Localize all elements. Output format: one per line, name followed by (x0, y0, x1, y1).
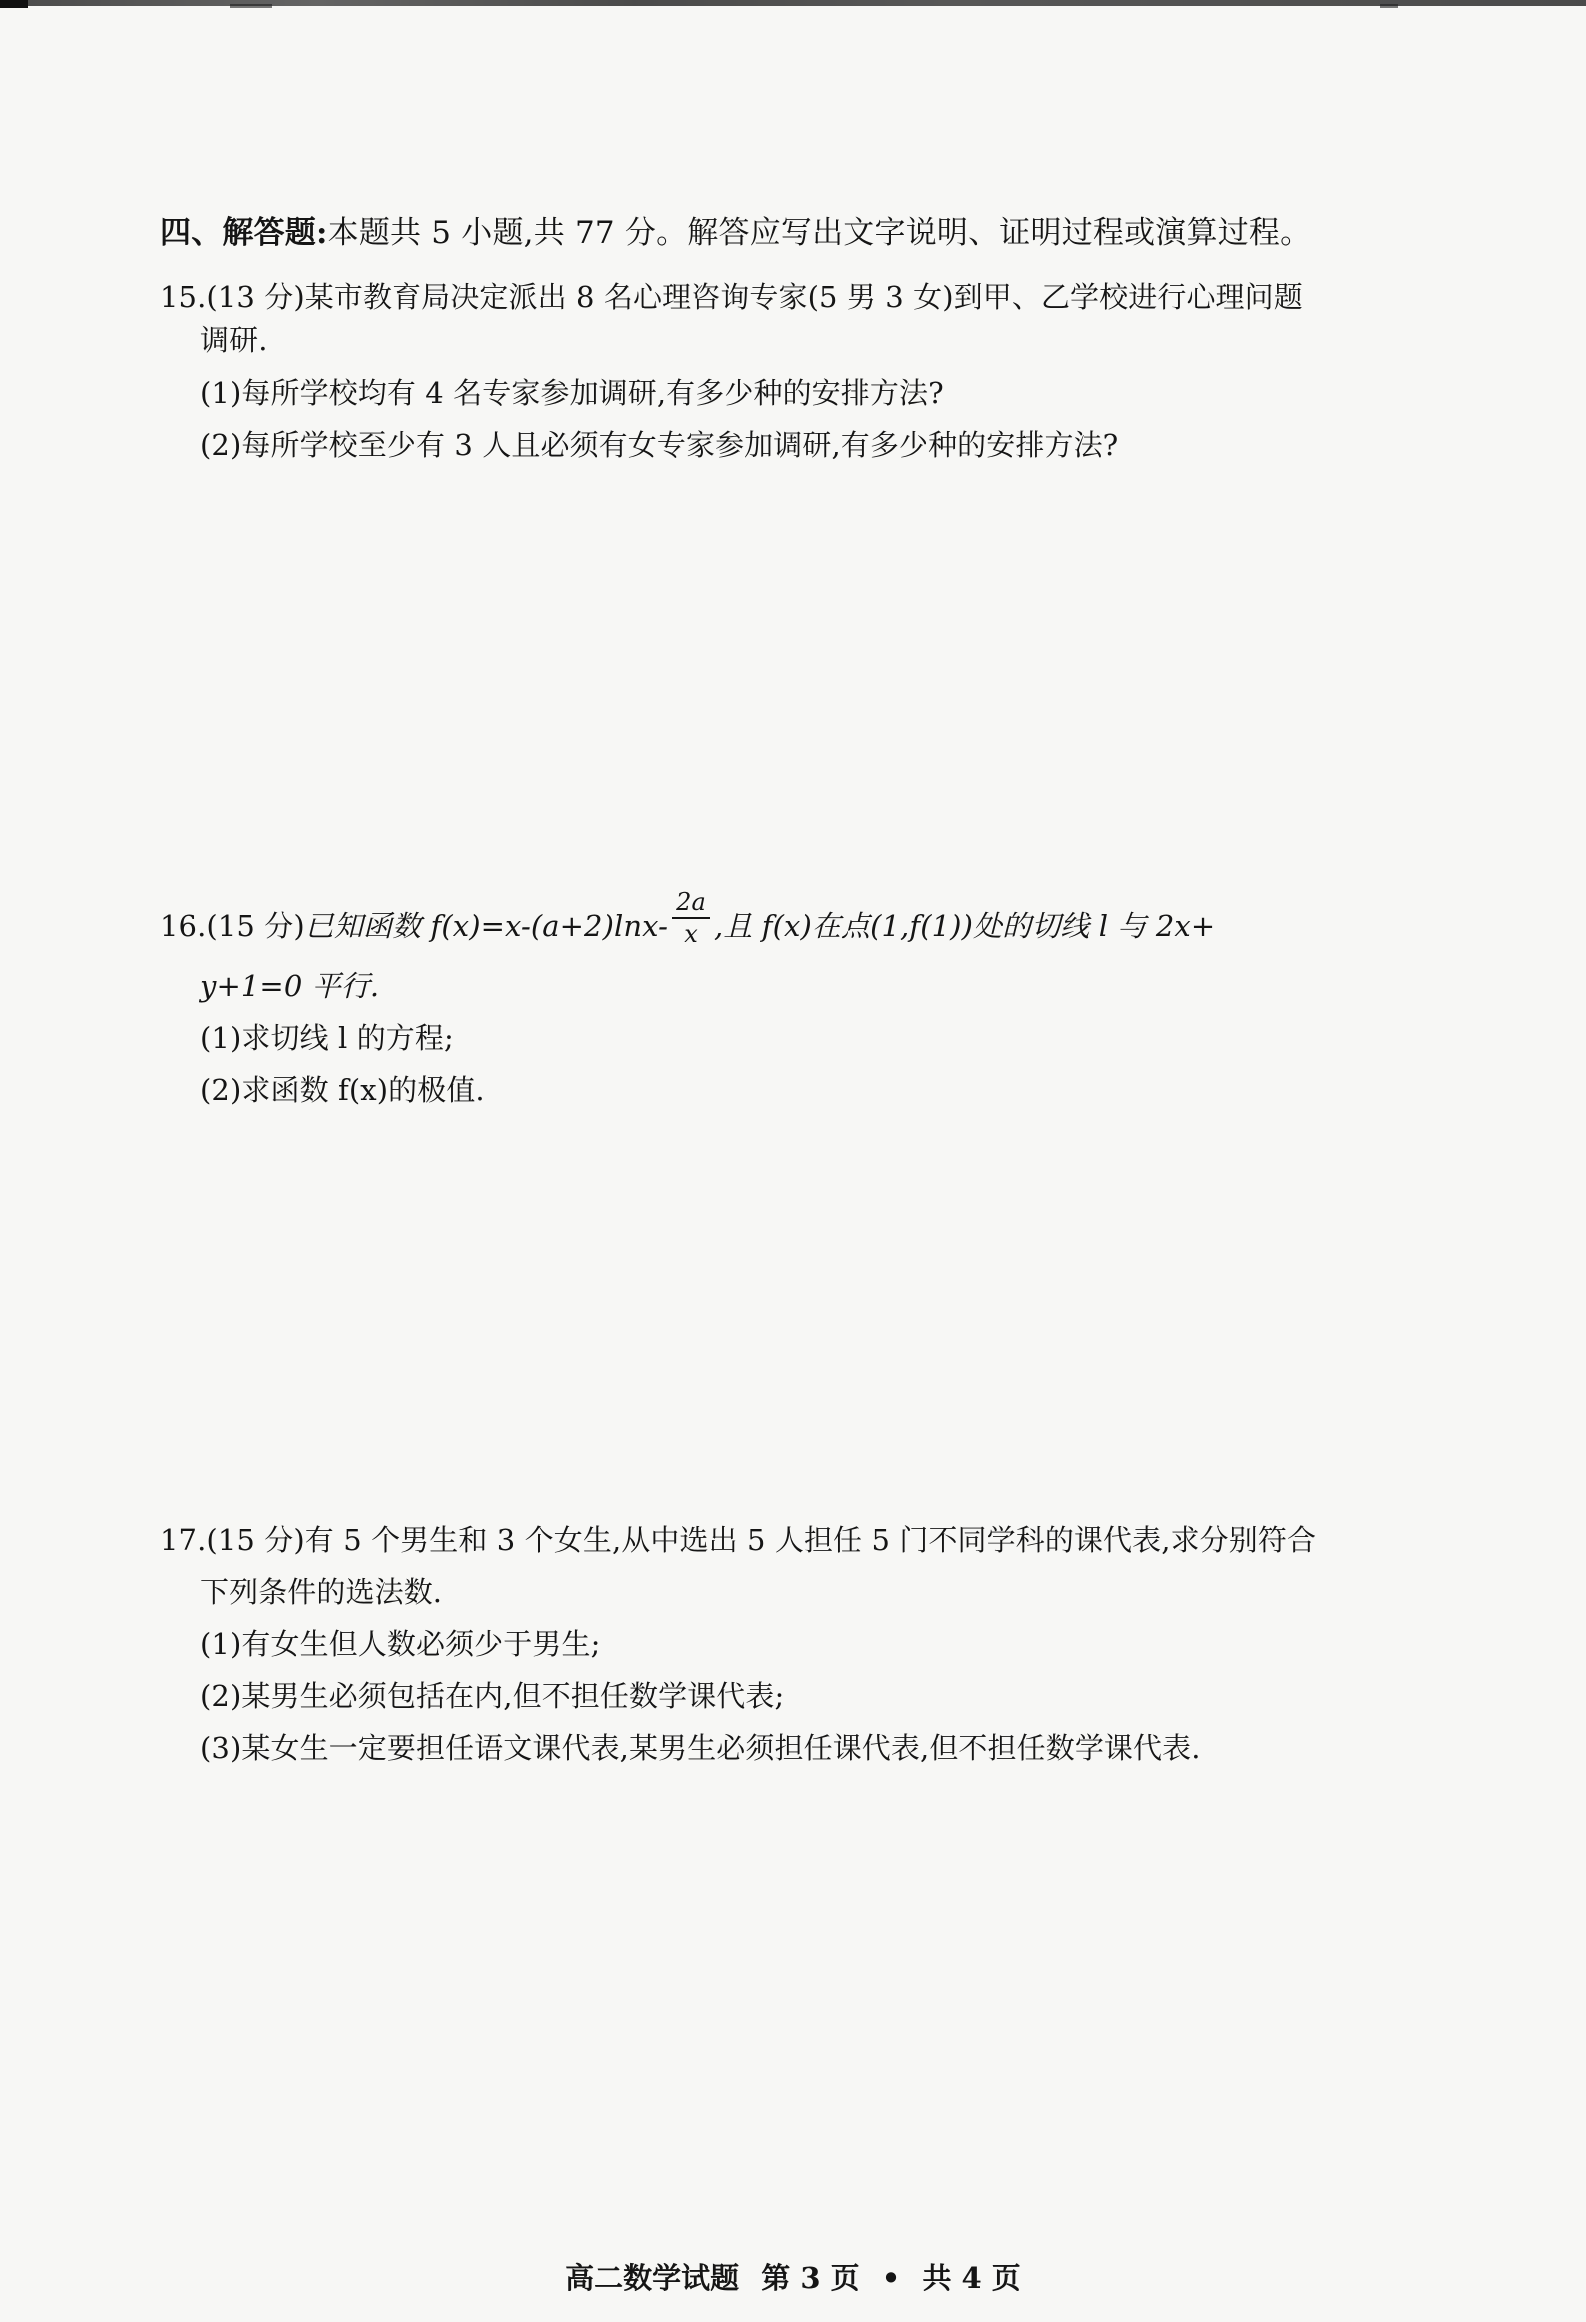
question-16-line1 (160, 888, 1216, 956)
question-17-line1 (160, 1520, 1316, 1560)
section-title: 四、解答题: (160, 215, 328, 251)
question-17-stem: 有 5 个男生和 3 个女生,从中选出 5 人担任 5 门不同学科的课代表,求分别符合 (304, 1523, 1317, 1557)
question-15-stem: 某市教育局决定派出 8 名心理咨询专家(5 男 3 女)到甲、乙学校进行心理问题 (304, 280, 1303, 314)
scan-left-mark (0, 0, 28, 8)
question-17-subpart-2: (2)某男生必须包括在内,但不担任数学课代表; (200, 1679, 785, 1713)
question-15-subpart-2: (2)每所学校至少有 3 人且必须有女专家参加调研,有多少种的安排方法? (200, 428, 1119, 462)
fraction-denominator: x (684, 920, 698, 948)
question-16-fraction (672, 890, 710, 946)
question-16-stem-before: 已知函数 f(x)=x-(a+2)lnx- (304, 909, 669, 943)
fraction-numerator: 2a (676, 888, 706, 916)
question-16-stem-after: ,且 f(x)在点(1,f(1))处的切线 l 与 2x+ (714, 909, 1216, 943)
question-17-subpart-1: (1)有女生但人数必须少于男生; (200, 1627, 601, 1661)
question-15-number: 15. (160, 280, 207, 314)
page-footer (0, 2258, 1586, 2298)
question-16-number: 16. (160, 909, 207, 943)
question-16-subpart-1: (1)求切线 l 的方程; (200, 1021, 454, 1055)
question-15-line2: 调研. (200, 323, 268, 357)
question-15-line1 (160, 277, 1303, 317)
question-16-subpart-2: (2)求函数 f(x)的极值. (200, 1073, 485, 1107)
footer-separator: • (881, 2261, 901, 2295)
question-16-line2: y+1=0 平行. (200, 969, 380, 1003)
footer-page-number: 第 3 页 (761, 2261, 860, 2295)
fraction-bar (672, 917, 710, 919)
question-15-subpart-1: (1)每所学校均有 4 名专家参加调研,有多少种的安排方法? (200, 376, 944, 410)
section-instructions: 本题共 5 小题,共 77 分。解答应写出文字说明、证明过程或演算过程。 (327, 215, 1312, 251)
scan-mark (230, 4, 272, 8)
question-17-score: (15 分) (206, 1523, 305, 1557)
question-15-score: (13 分) (206, 280, 305, 314)
question-16-score: (15 分) (206, 909, 305, 943)
footer-total-pages: 共 4 页 (922, 2261, 1021, 2295)
question-17-line2: 下列条件的选法数. (200, 1575, 443, 1609)
question-17-subpart-3: (3)某女生一定要担任语文课代表,某男生必须担任课代表,但不担任数学课代表. (200, 1731, 1201, 1765)
footer-course: 高二数学试题 (565, 2261, 740, 2295)
section-heading (160, 213, 1311, 253)
scan-mark (1380, 4, 1398, 8)
question-17-number: 17. (160, 1523, 207, 1557)
